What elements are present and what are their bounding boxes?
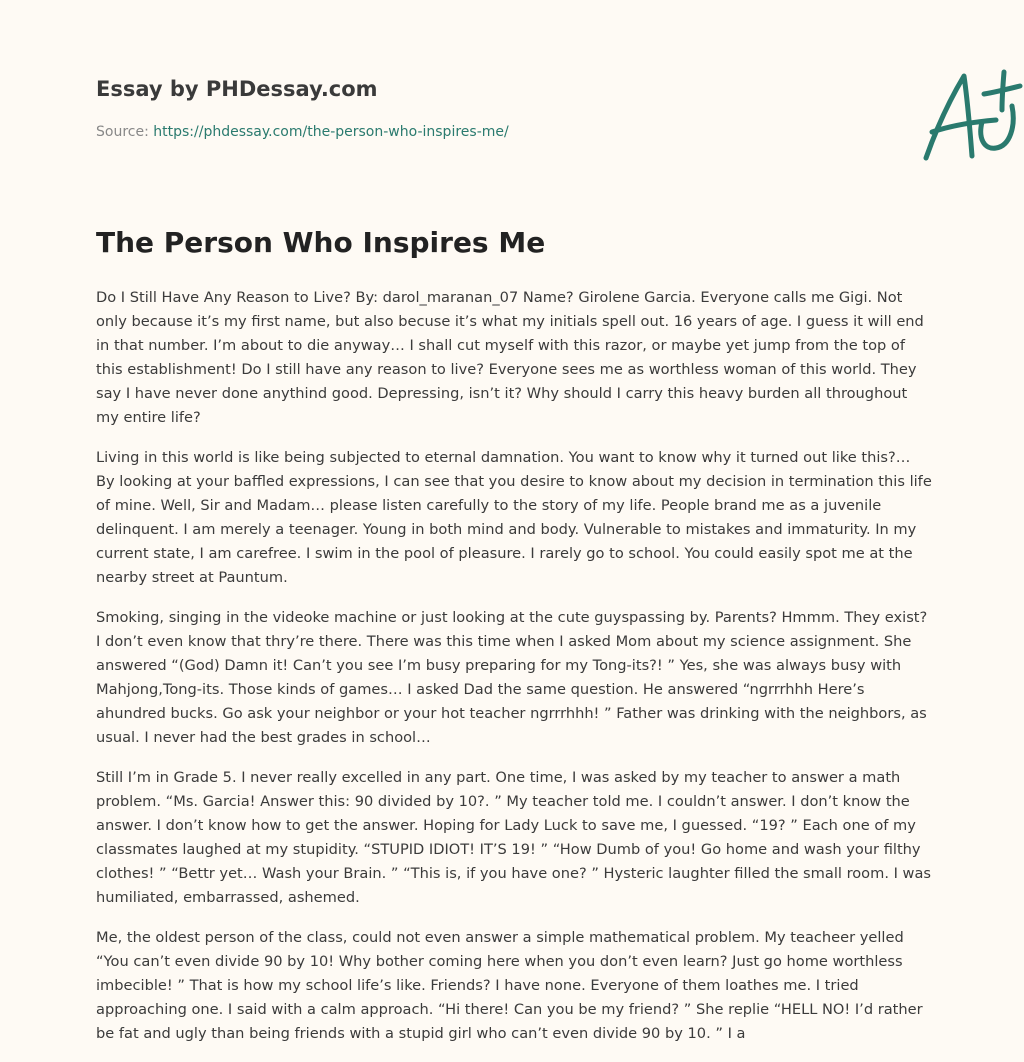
essay-paragraph: Still I’m in Grade 5. I never really excelled in any part. One time, I was asked by my teacher to answer a math problem. “Ms. Garcia! Answer this: 90 divided by 10?. ” My teacher told me. I couldn’t answer. I don’t know the answer. I don’t know how to get the answer. Hoping for Lady Luck to save me, I guessed. “19? ” Each one of my classmates laughed at my stupidity. “STUPID IDIOT! IT’S 19! ” “How Dumb of you! Go home and wash your filthy clothes! ” “Bettr yet… Wash your Brain. ” “This is, if you have one? ” Hysteric laughter filled the small room. I was humiliated, embarrassed, ashemed. xyxy=(96,769,932,906)
site-brand: Essay by PHDessay.com xyxy=(96,77,378,101)
essay-body xyxy=(96,286,932,1062)
essay-title: The Person Who Inspires Me xyxy=(96,226,546,259)
source-line xyxy=(96,124,509,140)
source-link[interactable]: https://phdessay.com/the-person-who-inspires-me/ xyxy=(153,124,509,140)
essay-paragraph: Smoking, singing in the videoke machine or just looking at the cute guyspassing by. Parents? Hmmm. They exist? I don’t even know that thry’re there. There was this time when I asked Mom about my science assignment. She answered “(God) Damn it! Can’t you see I’m busy preparing for my Tong-its?! ” Yes, she was always busy with Mahjong,Tong-its. Those kinds of games… I asked Dad the same question. He answered “ngrrrhhh Here’s ahundred bucks. Go ask your neighbor or your hot teacher ngrrrhhh! ” Father was drinking with the neighbors, as usual. I never had the best grades in school… xyxy=(96,609,928,746)
essay-paragraph: Do I Still Have Any Reason to Live? By: darol_maranan_07 Name? Girolene Garcia. Everyone calls me Gigi. Not only because it’s my first name, but also becuse it’s what my initials spell out. 16 years of age. I guess it will end in that number. I’m about to die anyway… I shall cut myself with this razor, or maybe yet jump from the top of this establishment! Do I still have any reason to live? Everyone sees me as worthless woman of this world. They say I have never done anythind good. Depressing, isn’t it? Why should I carry this heavy burden all throughout my entire life? xyxy=(96,289,924,426)
essay-paragraph: Living in this world is like being subjected to eternal damnation. You want to know why it turned out like this?… By looking at your baffled expressions, I can see that you desire to know about my decision in termination this life of mine. Well, Sir and Madam… please listen carefully to the story of my life. People brand me as a juvenile delinquent. I am merely a teenager. Young in both mind and body. Vulnerable to mistakes and immaturity. In my current state, I am carefree. I swim in the pool of pleasure. I rarely go to school. You could easily spot me at the nearby street at Pauntum. xyxy=(96,449,932,586)
a-plus-grade-icon xyxy=(916,64,1024,168)
essay-paragraph: Me, the oldest person of the class, could not even answer a simple mathematical problem. My teacheer yelled “You can’t even divide 90 by 10! Why bother coming here when you don’t even learn? Just go home worthless imbecible! ” That is how my school life’s like. Friends? I have none. Everyone of them loathes me. I tried approaching one. I said with a calm approach. “Hi there! Can you be my friend? ” She replie “HELL NO! I’d rather be fat and ugly than being friends with a stupid girl who can’t even divide 90 by 10. ” I a xyxy=(96,929,923,1042)
source-label: Source: xyxy=(96,124,149,140)
